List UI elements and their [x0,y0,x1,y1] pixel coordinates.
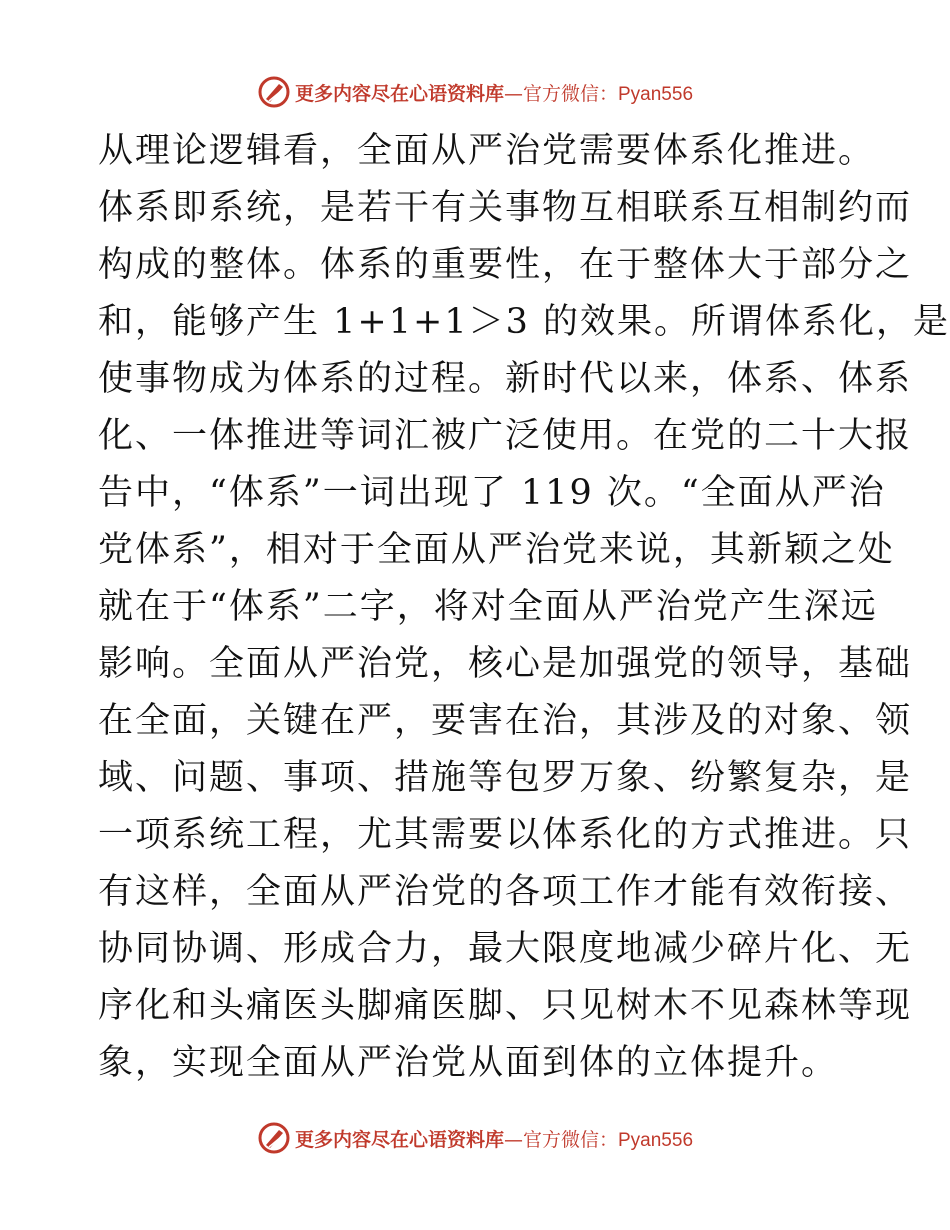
body-line: 影响。全面从严治党，核心是加强党的领导，基础 [98,644,913,684]
body-line: 从理论逻辑看，全面从严治党需要体系化推进。 [98,131,876,171]
brand-logo-icon [257,75,291,109]
body-line: 构成的整体。体系的重要性，在于整体大于部分之 [98,245,913,285]
body-line: 序化和头痛医头脚痛医脚、只见树木不见森林等现 [98,986,913,1026]
body-line: 体系即系统，是若干有关事物互相联系互相制约而 [98,188,913,228]
footer-text [295,1125,693,1152]
body-line: 协同协调、形成合力，最大限度地减少碎片化、无 [98,929,913,969]
footer-brand: 更多内容尽在心语资料库 [294,1128,504,1151]
body-line: 有这样，全面从严治党的各项工作才能有效衔接、 [98,872,913,912]
brand-logo-icon [257,1121,291,1155]
footer-separator: — [503,1128,523,1151]
body-line: 党体系”，相对于全面从严治党来说，其新颖之处 [98,530,895,570]
body-line: 在全面，关键在严，要害在治，其涉及的对象、领 [98,701,913,741]
header-text [295,79,693,106]
document-body [98,123,950,1092]
body-line: 化、一体推进等词汇被广泛使用。在党的二十大报 [98,416,913,456]
body-line: 和，能够产生 1+1+1＞3 的效果。所谓体系化，是 [98,302,950,342]
header-brand: 更多内容尽在心语资料库 [294,82,504,105]
body-line: 一项系统工程，尤其需要以体系化的方式推进。只 [98,815,913,855]
footer-wechat-id: Pyan556 [618,1129,694,1151]
header-wechat-label: 官方微信： [522,82,618,105]
body-line: 象，实现全面从严治党从面到体的立体提升。 [98,1043,839,1083]
body-line: 就在于“体系”二字，将对全面从严治党产生深远 [98,587,878,627]
body-line: 域、问题、事项、措施等包罗万象、纷繁复杂，是 [98,758,913,798]
header-banner [0,72,950,112]
body-line: 告中，“体系”一词出现了 119 次。“全面从严治 [98,473,886,513]
header-wechat-id: Pyan556 [618,83,694,105]
footer-wechat-label: 官方微信： [522,1128,618,1151]
body-line: 使事物成为体系的过程。新时代以来，体系、体系 [98,359,913,399]
header-separator: — [503,82,523,105]
footer-banner [0,1118,950,1158]
